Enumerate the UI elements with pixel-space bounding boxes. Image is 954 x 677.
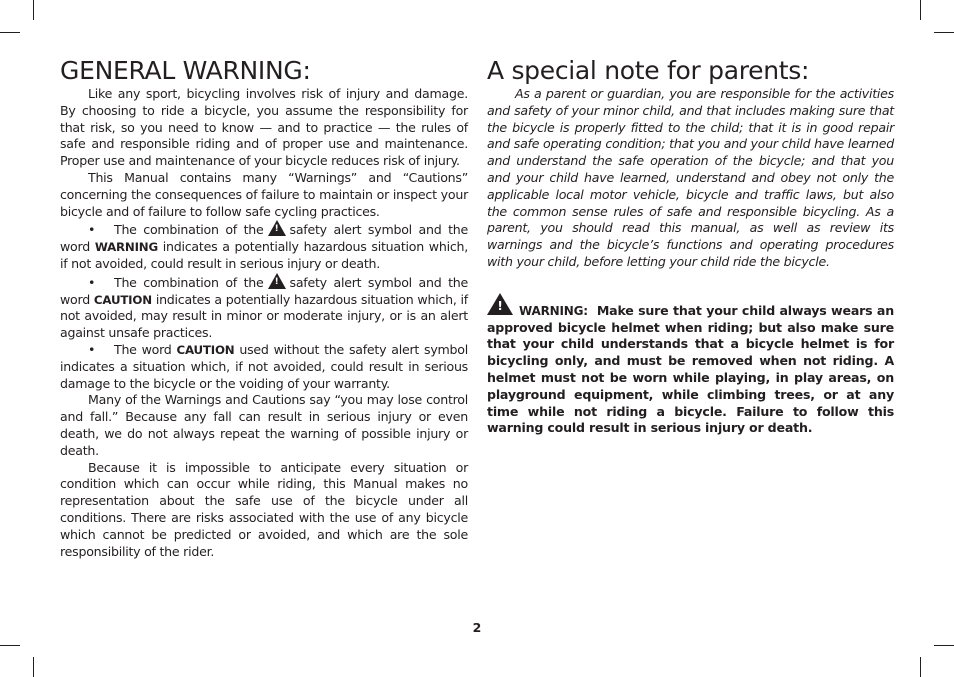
text: The combination of the (114, 222, 264, 238)
crop-mark (0, 32, 20, 33)
paragraph: Like any sport, bicycling involves risk of injury and damage. By choosing to ride a bicycle, you assume the responsibility for that risk, so you need to know — and to practice — the rules of safe and responsible riding and of proper use and maintenance. Proper use and maintenance of your bicycle reduces risk of injury. (60, 86, 468, 169)
warning-triangle-icon: ! (268, 220, 286, 236)
paragraph: This Manual contains many “Warnings” and “Cautions” concerning the consequences of failure to maintain or inspect your bicycle and of failure to follow safe cycling practices. (60, 169, 468, 219)
warning-triangle-icon: ! (487, 293, 513, 315)
crop-mark (934, 645, 954, 646)
bullet-caution (60, 273, 468, 342)
crop-mark (33, 657, 34, 677)
parents-note-title: A special note for parents: (487, 56, 810, 85)
bullet: • (88, 341, 96, 357)
paragraph: As a parent or guardian, you are responsible for the activities and safety of your minor child, and that includes making sure that the bicycle is properly fitted to the child; that it is in good repair and safe operating condition; that you and your child have learned and understand the safe operation of the bicycle; and that you and your child have learned, understand and obey not only the applicable local motor vehicle, bicycle and traffic laws, but also the common sense rules of safe and responsible bicycling. As a parent, you should read this manual, as well as review its warnings and the bicycle’s functions and operating procedures with your child, before letting your child ride the bicycle. (487, 86, 894, 269)
text: safety alert symbol and the word (60, 222, 468, 255)
text: indicates a potentially hazardous situation which, if not avoided, may result in minor or moderate injury, or is an alert against unsafe practices. (60, 291, 468, 341)
text: indicates a potentially hazardous situation which, if not avoided, could result in serious injury or death. (60, 239, 468, 271)
parents-note-column (487, 56, 894, 437)
crop-mark (934, 32, 954, 33)
crop-mark (33, 0, 34, 20)
keyword-caution: CAUTION (93, 292, 152, 307)
bullet-caution-no-symbol (60, 342, 468, 392)
paragraph: Because it is impossible to anticipate every situation or condition which can occur while riding, this Manual makes no representation about the safe use of the bicycle under all conditions. There are risks associated with the use of any bicycle which cannot be predicted or avoided, and which are the sole responsibility of the rider. (60, 459, 468, 559)
warning-label: WARNING: (519, 303, 588, 318)
bullet-warning (60, 220, 468, 272)
warning-triangle-icon: ! (268, 273, 286, 289)
bullet: • (88, 274, 96, 290)
text: used without the safety alert symbol indicates a situation which, if not avoided, could result in serious damage to the bicycle or the voiding of your warranty. (60, 341, 468, 391)
helmet-warning (487, 293, 894, 437)
bullet: • (88, 222, 96, 238)
crop-mark (0, 645, 20, 646)
warning-text: Make sure that your child always wears an approved bicycle helmet when riding; but also make sure that your child understands that a bicycle helmet is for bicycling only, and must be removed when not riding. A helmet must not be worn while playing, in play areas, on playground equipment, while climbing trees, or at any time while not riding a bicycle. Failure to follow this warning could result in serious injury or death. (487, 302, 894, 436)
keyword-caution: CAUTION (176, 342, 235, 357)
crop-mark (920, 0, 921, 20)
keyword-warning: WARNING (94, 240, 158, 255)
general-warning-title: GENERAL WARNING: (60, 56, 311, 85)
parents-note-body (487, 86, 894, 271)
text: safety alert symbol and the word (60, 274, 468, 307)
page-number: 2 (472, 620, 482, 635)
text: The word (114, 341, 172, 357)
crop-mark (920, 657, 921, 677)
text: The combination of the (114, 274, 264, 290)
general-warning-column (60, 56, 468, 560)
paragraph: Many of the Warnings and Cautions say “you may lose control and fall.” Because any fall can result in serious injury or even death, we do not always repeat the warning of possible injury or death. (60, 392, 468, 458)
